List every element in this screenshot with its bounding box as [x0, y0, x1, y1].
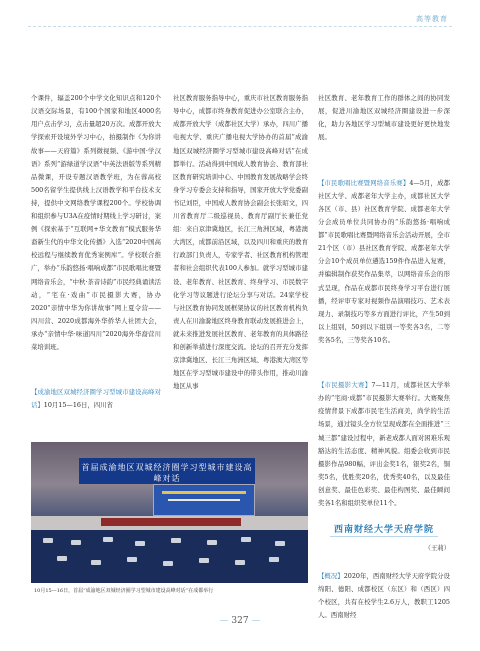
paragraph: 社区教育、老年教育工作的群体之间的协同发展，促进川渝地区双城经济圈建设进一步深化，助力各地区学习型城市建设更好更快地发展。 [318, 94, 450, 142]
paragraph [31, 386, 161, 412]
text-column-2 [173, 66, 308, 412]
audience-seat [163, 561, 173, 566]
text-column-1 [31, 66, 161, 426]
audience-seat [199, 558, 209, 563]
section-heading: 【市民歌唱比赛暨网络音乐赛】 [318, 178, 410, 187]
audience-seat [71, 540, 81, 545]
paragraph-text: 2020年，西南财经大学天府学院分设绵阳、德阳、成都校区（东区）和（西区）四个校区，共有在校学生2.6万人，教职工1205人。西南财经 [318, 572, 450, 620]
header-divider [28, 26, 452, 27]
page-number-text: 327 [231, 616, 249, 626]
paragraph: 个课件，辐盖200个中学文化知识点和120个汉语交际场景，有100个国家和地区4000名用户点击学习，点击量超20万次。成都开放大学探索开设境外学习中心，拍摄制作《为你讲故事——天府篇》系列微视频、《游中国·学汉语》系列“游绿道学汉语”中英法语版等系列精品微课，开设专题汉语教学班，为在蓉高校500名留学生提供线上汉语教学和平台技术支持，提供中文网络教学课程200个。学校协调和组织参与U3A在疫情时期线上学习研讨，案例《探索基于“互联网+华文教育”模式服务华裔新生代的中华文化传播》入选“2020中国高校远程与继续教育优秀案例库”。学校联合推广，举办“乐韵悠扬·唱响成都”市民歌唱比赛暨网络音乐会，“中秋·茶音诗韵”市民经典诵读活动，“宅在·戏曲”市民摄影大赛，协办2020“亲情中华为你讲故事”网上夏令营——四川营、2020成都海外华侨华人社团大会，承办“亲情中华·味道四川”2020海外华裔营川菜培训班。 [31, 94, 161, 351]
paragraph-text: 7—11月，成都社区大学举办的“宅商·成都”市民摄影大赛举行。大赛聚焦疫情背景下成都市民宅生活商美，尚学的生活场景，通过镜头全方位呈现成都在全面推进“三城三都”建设过程中，新老成都人面对困难乐观豁达的生活态度、精神风貌。组委会收到市民摄影作品980幅，评出金奖1名，银奖2名，铜奖5名，优胜奖20名，优秀奖40名，以及最佳创意奖、最佳色彩奖、最佳构图奖、最佳瞬间奖各1名和组织奖单位11个。 [318, 381, 451, 507]
audience-seat [207, 540, 217, 545]
paragraph [318, 177, 450, 347]
audience-seat [235, 560, 245, 565]
stage-screen [153, 484, 255, 516]
banner-text: 首届成渝地区双城经济圈学习型城市建设高峰对话 [81, 463, 253, 483]
audience-seat [241, 537, 251, 542]
audience-seat [57, 556, 67, 561]
paragraph-text: 10月15—16日，四川省 [43, 401, 113, 410]
school-title: 西南财经大学天府学院 [333, 525, 434, 535]
audience-seat [103, 537, 113, 542]
audience-seat [171, 538, 181, 543]
audience-seat [135, 541, 145, 546]
photo-caption: 10月15—16日，首届“成渝地区双城经济圈学习型城市建设高峰对话”在成都举行 [34, 588, 214, 594]
paragraph [318, 570, 450, 622]
audience-seat [269, 557, 279, 562]
audience [31, 530, 308, 583]
school-title-divider [330, 536, 438, 537]
audience-seat [127, 557, 137, 562]
paragraph: 社区教育服务指导中心，重庆市社区教育服务指导中心，成都市终身教育促进办公室联合主办，成都开放大学（成都社区大学）承办，四川广播电视大学、重庆广播电视大学协办的首届“成渝地区双城经济圈学习型城市建设高峰对话”在成都举行。活动得到中国成人教育协会、教育部社区教育研究培训中心、中国教育发展战略学会终身学习专委会支持和指导，国家开放大学党委副书记刘臣，中国成人教育协会副会长张昭文，四川省教育厅二级巡视员、教育厅副厅长兼任党组：来自京津冀地区，长江三角洲区域，粤港澳大湾区，成都前沿区域，以及四川和重庆的教育行政部门负责人，专家学者、社区教育机构管理者和社会组织代表100人参加。就学习型城市建设、老年教育、社区教育、终身学习、市民数字化学习等议题进行论坛分享与对话。24家学校与社区教育协同发展框架协议的社区教育机构负责人在川渝滁地区终身教育联动发展推进会上，就未来推进发展社区教育、老年教育的具体路径和创新举措进行深度交流。论坛的召开充分发挥京津冀地区、长江三角洲区域、粤港澳大湾区等地区在学习型城市建设中的带头作用，推动川渝地区从事 [173, 94, 308, 391]
screen-subtitle-bar [168, 499, 240, 501]
section-heading: 【成渝地区双城经济圈学习型城市建设高峰对话】 [31, 388, 161, 410]
page-number-dash: — [219, 616, 229, 626]
section-header-tag: 高等教育 [416, 15, 448, 23]
page-number [0, 616, 480, 626]
section-heading: 【市民摄影大赛】 [318, 381, 372, 390]
conference-photo [31, 442, 308, 583]
audience-seat [91, 560, 101, 565]
audience-seat [43, 538, 53, 543]
stage-table [101, 518, 241, 526]
audience-seat [275, 541, 285, 546]
section-heading: 【概况】 [318, 572, 344, 581]
paragraph-text: 4—5月，成都社区大学、成都老年大学主办，成都社区大学各区（市、县）社区教育学院、成都老年大学分会成员单位共同协办的“乐韵悠扬·唱响成都”市民歌唱比赛暨网络音乐会活动开展，全市21个区（市）县社区教育学院、成都老年大学分会10个成员单位遴选159件作品进入复赛，并编辑制作获奖作品集萃，以网络音乐会的形式呈现，作品在成都市民终身学习平台进行展播，经评审专家对视频作品演唱技巧、艺术表现力、录制技巧等多方面进行评比，产生50到以上组别，50到以下组别一等奖各3名，二等奖各5名，三等奖各10名。 [318, 178, 451, 344]
page-number-dash: — [251, 616, 261, 626]
author-credit: （王莉） [424, 544, 450, 553]
paragraph [318, 379, 450, 510]
screen-title-bar [162, 491, 246, 494]
text-column-3 [318, 66, 450, 568]
stage-banner [79, 458, 255, 484]
